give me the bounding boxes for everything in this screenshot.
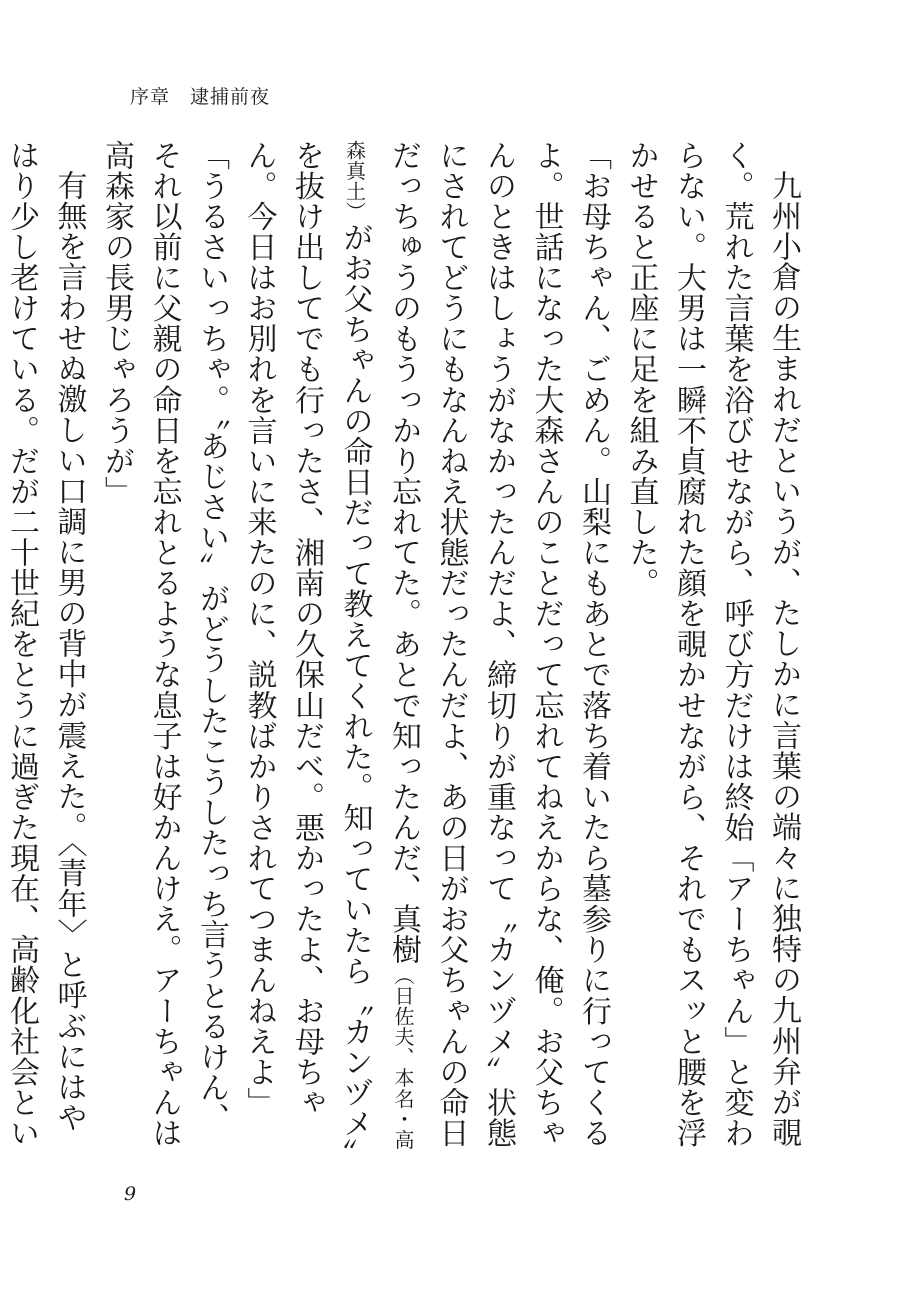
dialogue-text: がお父ちゃんの命日だって教えてくれた。知っていたら〝カンヅメ〟を抜け出してでも行ったさ、湘南の久保山だべ。悪かったよ、お母ちゃん。今日はお別れを言いに来たのに、説教ばかりされてつまんねえよ」	[241, 140, 373, 1155]
running-head: 序章 逮捕前夜	[130, 86, 271, 108]
dialogue-text: 「お母ちゃん、ごめん。山梨にもあとで落ち着いたら墓参りに行ってくるよ。世話になった大森さんのことだって忘れてねえからな、俺。お父ちゃんのときはしょうがなかったんだよ、締切りが重なって〝カンヅメ〟状態にされてどうにもなんねえ状態だったんだよ、あの日がお父ちゃんの命日だっちゅうのもうっかり忘れてた。あとで知ったんだ、真樹	[386, 140, 611, 1149]
inline-note: （日佐夫、本名・高森真土）	[342, 140, 415, 1150]
paragraph: 有無を言わせぬ激しい口調に男の背中が震えた。〈青年〉と呼ぶにはやはり少し老けている。だが二十世紀をとうに過ぎた現在、高齢化社会とい	[4, 140, 87, 1149]
dialogue-paragraph	[235, 140, 617, 1160]
dialogue-paragraph: 「うるさいっちゃ。〝あじさい〟がどうしたこうしたっち言うとるけん、それ以前に父親の命日を忘れとるような息子は好かんけえ。アーちゃんは高森家の長男じゃろうが」	[99, 140, 229, 1149]
vertical-body-text	[4, 140, 807, 1160]
page-number: 9	[124, 1183, 137, 1205]
paragraph: 九州小倉の生まれだというが、たしかに言葉の端々に独特の九州弁が覗く。荒れた言葉を浴びせながら、呼び方だけは終始「アーちゃん」と変わらない。大男は一瞬不貞腐れた顔を覗かせながら、それでもスッと腰を浮かせると正座に足を組み直した。	[623, 140, 801, 1149]
